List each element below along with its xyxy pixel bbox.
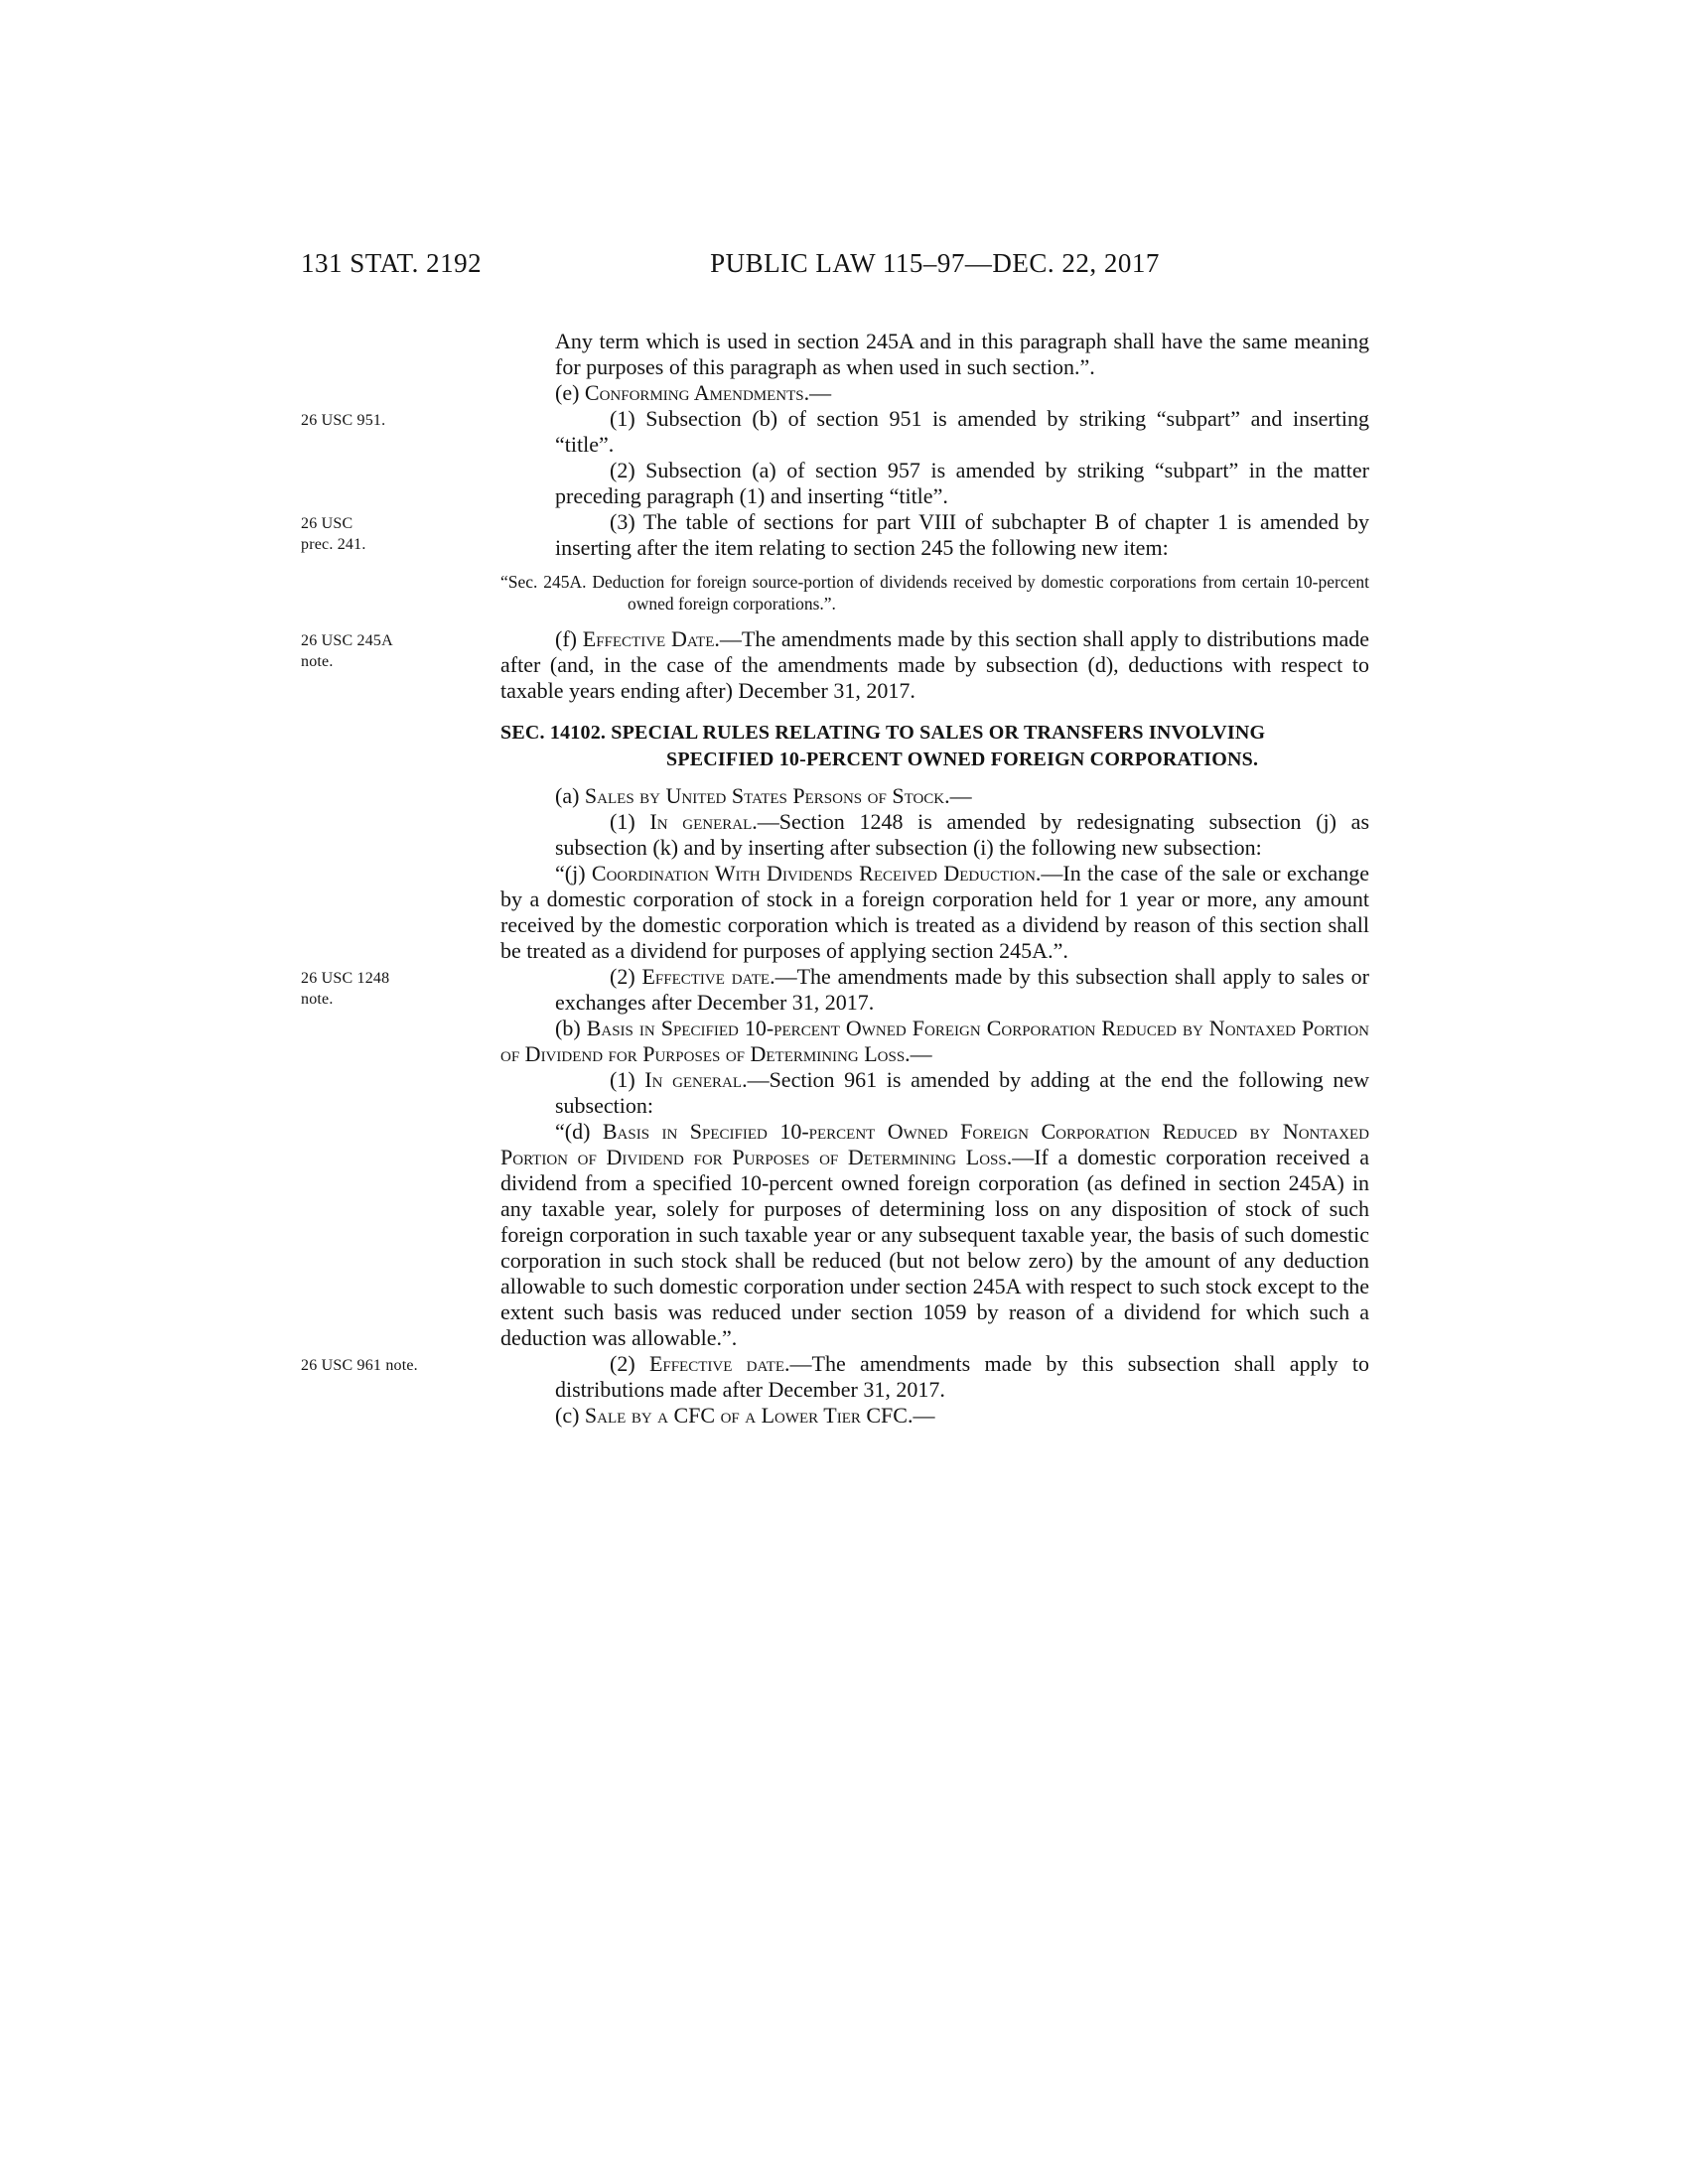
statute-paragraph (555, 1351, 1369, 1403)
paragraph-row (500, 571, 1369, 614)
paragraph-row (301, 626, 1369, 704)
stat-page-number: 131 STAT. 2192 (301, 248, 483, 278)
text-run: (2) (610, 1351, 649, 1376)
text-run: .— (803, 380, 832, 405)
smallcaps-run: Basis in Specified 10-percent Owned Foreign Corporation Reduced by Nontaxed Portion of Dividend for Purposes of Determining Loss (500, 1016, 1370, 1066)
usc-margin-note-line: 26 USC 1248 (301, 970, 390, 987)
usc-margin-note-line: 26 USC 961 note. (301, 1357, 418, 1374)
text-run: .— (907, 1403, 935, 1428)
statute-paragraph (500, 1403, 1369, 1429)
statute-paragraph (500, 861, 1369, 964)
statute-paragraph (500, 1016, 1369, 1067)
smallcaps-run: Basis in Specified 10-percent Owned Foreign Corporation Reduced by Nontaxed Portion of Dividend for Purposes of Determining Loss (500, 1119, 1369, 1169)
statute-paragraph (500, 1119, 1369, 1351)
public-law-header: PUBLIC LAW 115–97—DEC. 22, 2017 (710, 248, 1160, 278)
text-run: .—Section 1248 is amended by redesignating subsection (j) as subsection (k) and by inserting after subsection (i) the following new subsection: (555, 809, 1370, 860)
text-run: (a) (555, 783, 585, 808)
paragraph-row (500, 1403, 1369, 1429)
text-run: (f) (555, 626, 583, 651)
text-run: .—If a domestic corporation received a dividend from a specified 10-percent owned foreign corporation (as defined in section 245A) in any taxable year, solely for purposes of determining loss on any disposition of stock of such foreign corporation in such taxable year or any subsequent taxable year, the basis of such domestic corporation in such stock shall be reduced (but not below zero) by the amount of any deduction allowable to such domestic corporation under section 245A with respect to such stock except to the extent such basis was reduced under section 1059 by reason of a dividend for which such a deduction was allowable.”. (500, 1145, 1369, 1350)
smallcaps-run: In general (644, 1067, 743, 1092)
text-run: “Sec. 245A. Deduction for foreign source-portion of dividends received by domestic corporations from certain 10-percent owned foreign corporations.”. (500, 572, 1369, 614)
usc-margin-note-line: 26 USC (301, 515, 353, 532)
statute-paragraph (500, 571, 1369, 614)
statute-paragraph (555, 329, 1369, 380)
statute-paragraph (500, 626, 1369, 704)
text-run: .— (905, 1041, 932, 1066)
statute-paragraph (555, 809, 1369, 861)
body-column (301, 329, 1370, 1429)
text-run: (3) The table of sections for part VIII of subchapter B of chapter 1 is amended by inserting after the item relating to section 245 the following new item: (555, 509, 1369, 560)
text-run: (2) (610, 964, 642, 989)
paragraph-row (500, 380, 1369, 406)
usc-margin-note-line: note. (301, 991, 334, 1008)
text-run: .—The amendments made by this subsection shall apply to sales or exchanges after December 31, 2017. (555, 964, 1369, 1015)
paragraph-row (500, 783, 1369, 809)
smallcaps-run: In general (649, 809, 753, 834)
usc-margin-note (301, 1355, 492, 1376)
text-run: .—The amendments made by this subsection shall apply to distributions made after December 31, 2017. (555, 1351, 1369, 1402)
paragraph-row (500, 1119, 1369, 1351)
paragraph-row (301, 1351, 1369, 1403)
smallcaps-run: Conforming Amendments (584, 380, 804, 405)
text-run: (2) Subsection (a) of section 957 is amended by striking “subpart” in the matter preceding paragraph (1) and inserting “title”. (555, 458, 1369, 508)
usc-margin-note-line: 26 USC 245A (301, 632, 393, 649)
paragraph-row (500, 329, 1369, 380)
smallcaps-run: Sales by United States Persons of Stock (584, 783, 945, 808)
smallcaps-run: Coordination With Dividends Received Deduction (591, 861, 1036, 886)
statute-paragraph (555, 406, 1369, 458)
text-run: (c) (555, 1403, 585, 1428)
paragraph-row (500, 458, 1369, 509)
paragraph-row (500, 720, 1369, 773)
smallcaps-run: Effective Date (582, 626, 715, 651)
text-run: “(j) (555, 861, 592, 886)
text-run: .—Section 961 is amended by adding at the end the following new subsection: (555, 1067, 1369, 1118)
text-run: (1) (610, 809, 650, 834)
text-run: Any term which is used in section 245A and in this paragraph shall have the same meaning for purposes of this paragraph as when used in such section.”. (555, 329, 1369, 379)
text-run: (1) (610, 1067, 645, 1092)
text-run: (b) (555, 1016, 587, 1040)
text-run: (e) (555, 380, 585, 405)
usc-margin-note-line: prec. 241. (301, 536, 366, 553)
statute-paragraph (555, 509, 1369, 561)
paragraph-row (500, 861, 1369, 964)
statute-paragraph (555, 458, 1369, 509)
statute-paragraph (500, 380, 1369, 406)
usc-margin-note (301, 513, 492, 555)
text-run: SEC. 14102. SPECIAL RULES RELATING TO SALES OR TRANSFERS INVOLVING SPECIFIED 10-PERCENT OWNED FOREIGN CORPORATIONS. (500, 722, 1266, 770)
statute-paragraph (555, 1067, 1369, 1119)
smallcaps-run: Sale by a CFC of a Lower Tier CFC (584, 1403, 908, 1428)
text-run: .—In the case of the sale or exchange by a domestic corporation of stock in a foreign corporation held for 1 year or more, any amount received by the domestic corporation which is treated as a dividend by reason of this section shall be treated as a dividend for purposes of applying section 245A.”. (500, 861, 1369, 963)
smallcaps-run: Effective date (648, 1351, 784, 1376)
usc-margin-note (301, 968, 492, 1010)
text-run: .— (944, 783, 972, 808)
smallcaps-run: Effective date (641, 964, 771, 989)
text-run: (1) Subsection (b) of section 951 is amended by striking “subpart” and inserting “title”. (555, 406, 1369, 457)
paragraph-row (301, 406, 1369, 458)
paragraph-row (500, 809, 1369, 861)
text-run: “(d) (555, 1119, 603, 1144)
usc-margin-note-line: note. (301, 653, 334, 670)
usc-margin-note (301, 630, 492, 672)
paragraph-row (301, 509, 1369, 561)
paragraph-row (301, 964, 1369, 1016)
text-run: .—The amendments made by this section shall apply to distributions made after (and, in the case of the amendments made by subsection (d), deductions with respect to taxable years ending after) December 31, 2017. (500, 626, 1369, 703)
paragraph-row (500, 1016, 1369, 1067)
statute-paragraph (555, 964, 1369, 1016)
paragraph-row (500, 1067, 1369, 1119)
usc-margin-note-line: 26 USC 951. (301, 412, 386, 429)
usc-margin-note (301, 410, 492, 431)
statute-paragraph (500, 783, 1369, 809)
statute-paragraph (500, 720, 1369, 773)
